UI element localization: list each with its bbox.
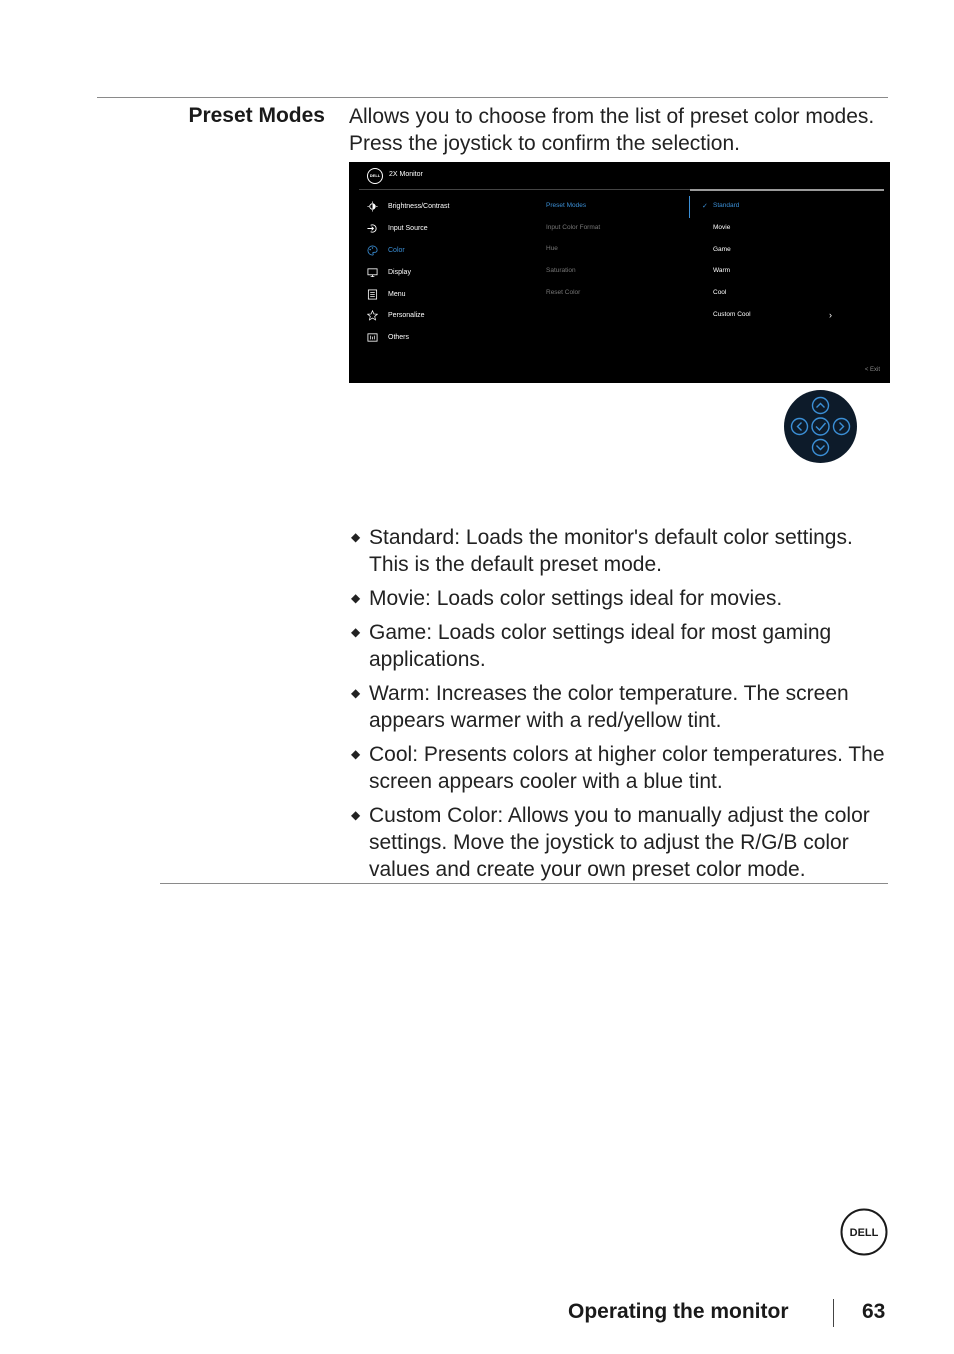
bottom-divider — [160, 883, 888, 884]
osd-sub-hue[interactable]: Hue — [546, 245, 558, 252]
osd-exit-label: Exit — [869, 367, 880, 373]
bullet-sep: : — [454, 526, 466, 549]
osd-dell-logo: DELL — [367, 168, 383, 184]
osd-menu-label: Menu — [388, 290, 406, 298]
osd-exit[interactable] — [865, 367, 880, 373]
list-item — [349, 802, 889, 883]
bullet-icon: ◆ — [351, 747, 361, 761]
osd-menu-others[interactable] — [367, 330, 409, 344]
bullet-icon: ◆ — [351, 808, 361, 822]
star-icon — [367, 310, 378, 321]
bullet-text: Loads color settings ideal for most gaming applications. — [369, 621, 832, 671]
section-description: Allows you to choose from the list of preset color modes. Press the joystick to confirm the selection. — [349, 105, 875, 155]
preset-mode-list — [349, 524, 889, 890]
osd-menu-input-source[interactable] — [367, 221, 428, 235]
bullet-term: Movie — [369, 587, 426, 610]
osd-menu-label: Color — [388, 246, 405, 254]
osd-menu-label: Others — [388, 333, 410, 341]
osd-menu-label: Personalize — [388, 311, 425, 319]
osd-option-custom-cool[interactable]: Custom Cool — [713, 311, 751, 318]
input-source-icon — [367, 223, 378, 234]
others-icon — [367, 332, 378, 343]
osd-sub-preset-modes[interactable]: Preset Modes — [546, 202, 587, 209]
bullet-text: Increases the color temperature. The screen appears warmer with a red/yellow tint. — [369, 682, 849, 732]
bullet-sep: : — [426, 621, 438, 644]
bullet-term: Warm — [369, 682, 425, 705]
osd-menu-label: Input Source — [388, 224, 428, 232]
osd-header-accent — [690, 189, 884, 191]
list-item — [349, 680, 889, 734]
menu-icon — [367, 289, 378, 300]
osd-option-cool[interactable]: Cool — [713, 289, 727, 296]
bullet-icon: ◆ — [351, 686, 361, 700]
section-term: Preset Modes — [188, 104, 325, 127]
osd-screen — [349, 162, 890, 383]
bullet-text: Loads the monitor's default color settings. This is the default preset mode. — [369, 526, 853, 576]
osd-sub-saturation[interactable]: Saturation — [546, 267, 576, 274]
osd-menu-menu[interactable] — [367, 287, 406, 301]
list-item — [349, 585, 889, 612]
osd-title: 2X Monitor — [389, 171, 423, 178]
check-icon: ✓ — [702, 203, 708, 210]
color-icon — [367, 245, 378, 256]
osd-menu-personalize[interactable] — [367, 308, 425, 322]
osd-option-game[interactable]: Game — [713, 246, 731, 253]
bullet-text: Loads color settings ideal for movies. — [436, 587, 783, 610]
osd-option-movie[interactable]: Movie — [713, 224, 731, 231]
list-item — [349, 524, 889, 578]
osd-menu-display[interactable] — [367, 265, 411, 279]
chevron-left-icon: < — [864, 367, 870, 373]
brightness-icon — [367, 201, 378, 212]
dell-logo-text: DELL — [849, 1227, 879, 1239]
bullet-term: Custom Color: — [369, 804, 504, 827]
osd-sub-input-color-format[interactable]: Input Color Format — [546, 224, 601, 231]
osd-menu-brightness[interactable] — [367, 199, 449, 213]
bullet-term: Cool: — [369, 743, 419, 766]
footer-title: Operating the monitor — [568, 1300, 789, 1323]
bullet-icon: ◆ — [351, 625, 361, 639]
joystick-icon — [784, 390, 857, 463]
bullet-text: Allows you to manually adjust the color settings. Move the joystick to adjust the R/G/B color values and create your own preset color mode. — [369, 804, 870, 881]
chevron-right-icon: › — [829, 310, 832, 320]
bullet-icon: ◆ — [351, 591, 361, 605]
top-divider — [97, 97, 888, 98]
footer-separator — [833, 1299, 834, 1327]
bullet-text: Presents colors at higher color temperatures. The screen appears cooler with a blue tint. — [369, 743, 885, 793]
page-number: 63 — [862, 1300, 886, 1323]
bullet-term: Game — [369, 621, 427, 644]
osd-sub-reset-color[interactable]: Reset Color — [546, 289, 581, 296]
list-item — [349, 741, 889, 795]
dell-logo — [840, 1208, 888, 1256]
list-item — [349, 619, 889, 673]
osd-menu-label: Brightness/Contrast — [388, 202, 450, 210]
bullet-icon: ◆ — [351, 530, 361, 544]
osd-selection-bar — [689, 196, 690, 218]
display-icon — [367, 267, 378, 278]
osd-menu-color[interactable] — [367, 243, 405, 257]
osd-option-warm[interactable]: Warm — [713, 267, 731, 274]
osd-option-standard[interactable]: Standard — [713, 202, 740, 209]
osd-menu-label: Display — [388, 268, 411, 276]
bullet-sep: : — [424, 682, 436, 705]
bullet-term: Standard — [369, 526, 455, 549]
joystick-graphic — [784, 390, 857, 463]
bullet-sep: : — [425, 587, 437, 610]
